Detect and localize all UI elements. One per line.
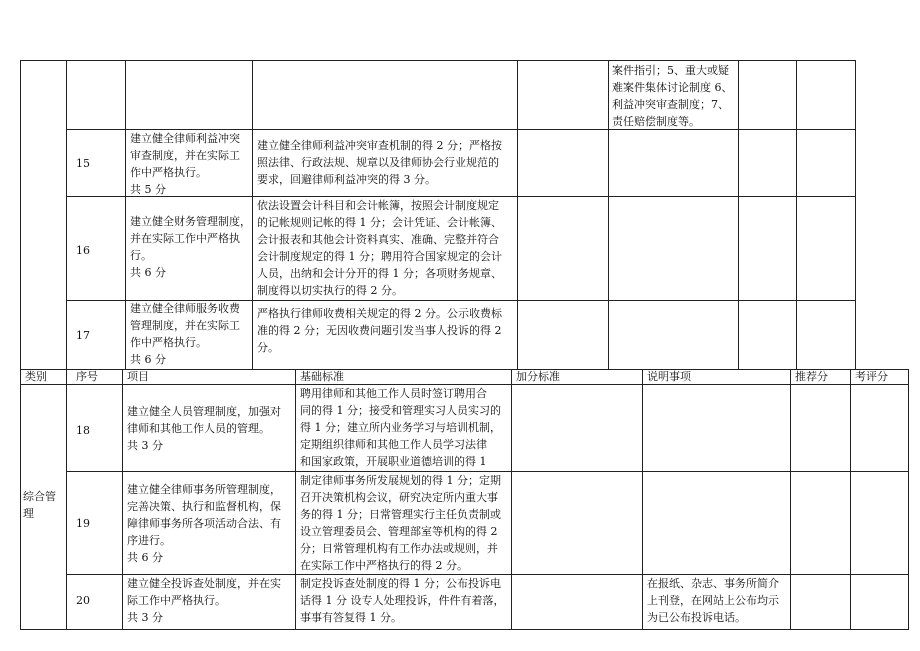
row-20-number: 20	[76, 594, 90, 607]
row-19-basic-standard: 制定律师事务所发展规划的得 1 分；定期 召开决策机构会议，研究决定所内重大事 务的得 1 分；日常管理实行主任负责制或 设立管理委员会、管理部室等机构的得 2 分；日常管理机构有工作办法或规则，并 在实际工作中严格执行的得 2 分。	[300, 474, 501, 572]
row-18-item: 建立健全人员管理制度，加强对 律师和其他工作人员的管理。 共 3 分	[127, 405, 281, 452]
row-17-basic-standard: 严格执行律师收费相关规定的得 2 分。公示收费标 准的得 2 分；无因收费问题引发当事人投诉的得 2 分。	[257, 307, 502, 354]
header-bonus-standard: 加分标准	[516, 370, 560, 383]
header-item: 项目	[127, 370, 149, 383]
row-15-item: 建立健全律师利益冲突 审查制度，并在实际工 作中严格执行。 共 5 分	[130, 132, 240, 196]
row-20-item: 建立健全投诉查处制度，并在实 际工作中严格执行。 共 3 分	[127, 577, 281, 624]
header-recommended-score: 推荐分	[795, 370, 828, 383]
row-20-explanation: 在报纸、杂志、事务所简介 上刊登，在网站上公布均示 为已公布投诉电话。	[647, 577, 779, 624]
header-basic-standard: 基础标准	[300, 370, 344, 383]
row-16-item: 建立健全财务管理制度， 并在实际工作中严格执 行。 共 6 分	[130, 215, 251, 279]
row-15-number: 15	[76, 157, 90, 170]
header-category: 类别	[25, 370, 47, 383]
row-16-number: 16	[76, 244, 90, 257]
row-18-number: 18	[76, 424, 90, 437]
row-15-basic-standard: 建立健全律师利益冲突审查机制的得 2 分；严格按 照法律、行政法规、规章以及律师协会行业规范的 要求，回避律师利益冲突的得 3 分。	[257, 139, 502, 186]
continuation-explanation: 案件指引；5、重大或疑 难案件集体讨论制度 6、 利益冲突审查制度；7、 责任赔偿制度等。	[612, 64, 733, 128]
row-16-basic-standard: 依法设置会计科目和会计帐簿，按照会计制度规定 的记帐规则记帐的得 1 分；会计凭证、会计帐簿、 会计报表和其他会计资料真实、准确、完整并符合 会计制度规定的得 1 分；聘用符合国家规定的会计 人员，出纳和会计分开的得 1 分；各项财务规章、 制度得以切实执行的得 2 分。	[257, 199, 502, 297]
header-explanation: 说明事项	[647, 370, 691, 383]
header-evaluation-score: 考评分	[855, 370, 888, 383]
row-20-basic-standard: 制定投诉查处制度的得 1 分；公布投诉电 话得 1 分 设专人处理投诉，件件有着落， 事事有答复得 1 分。	[300, 577, 505, 624]
row-17-number: 17	[76, 329, 90, 342]
row-18-basic-standard: 聘用律师和其他工作人员时签订聘用合 同的得 1 分；接受和管理实习人员实习的 得 1 分；建立所内业务学习与培训机制， 定期组织律师和其他工作人员学习法律 和国家政策，开展职业道德培训的得 1	[300, 387, 501, 468]
row-17-item: 建立健全律师服务收费 管理制度，并在实际工 作中严格执行。 共 6 分	[130, 302, 240, 366]
row-19-item: 建立健全律师事务所管理制度， 完善决策、执行和监督机构，保 障律师事务所各项活动合法、有 序进行。 共 6 分	[127, 483, 281, 564]
row-19-number: 19	[76, 517, 90, 530]
header-number: 序号	[76, 370, 98, 383]
category-label: 综合管 理	[23, 490, 56, 520]
